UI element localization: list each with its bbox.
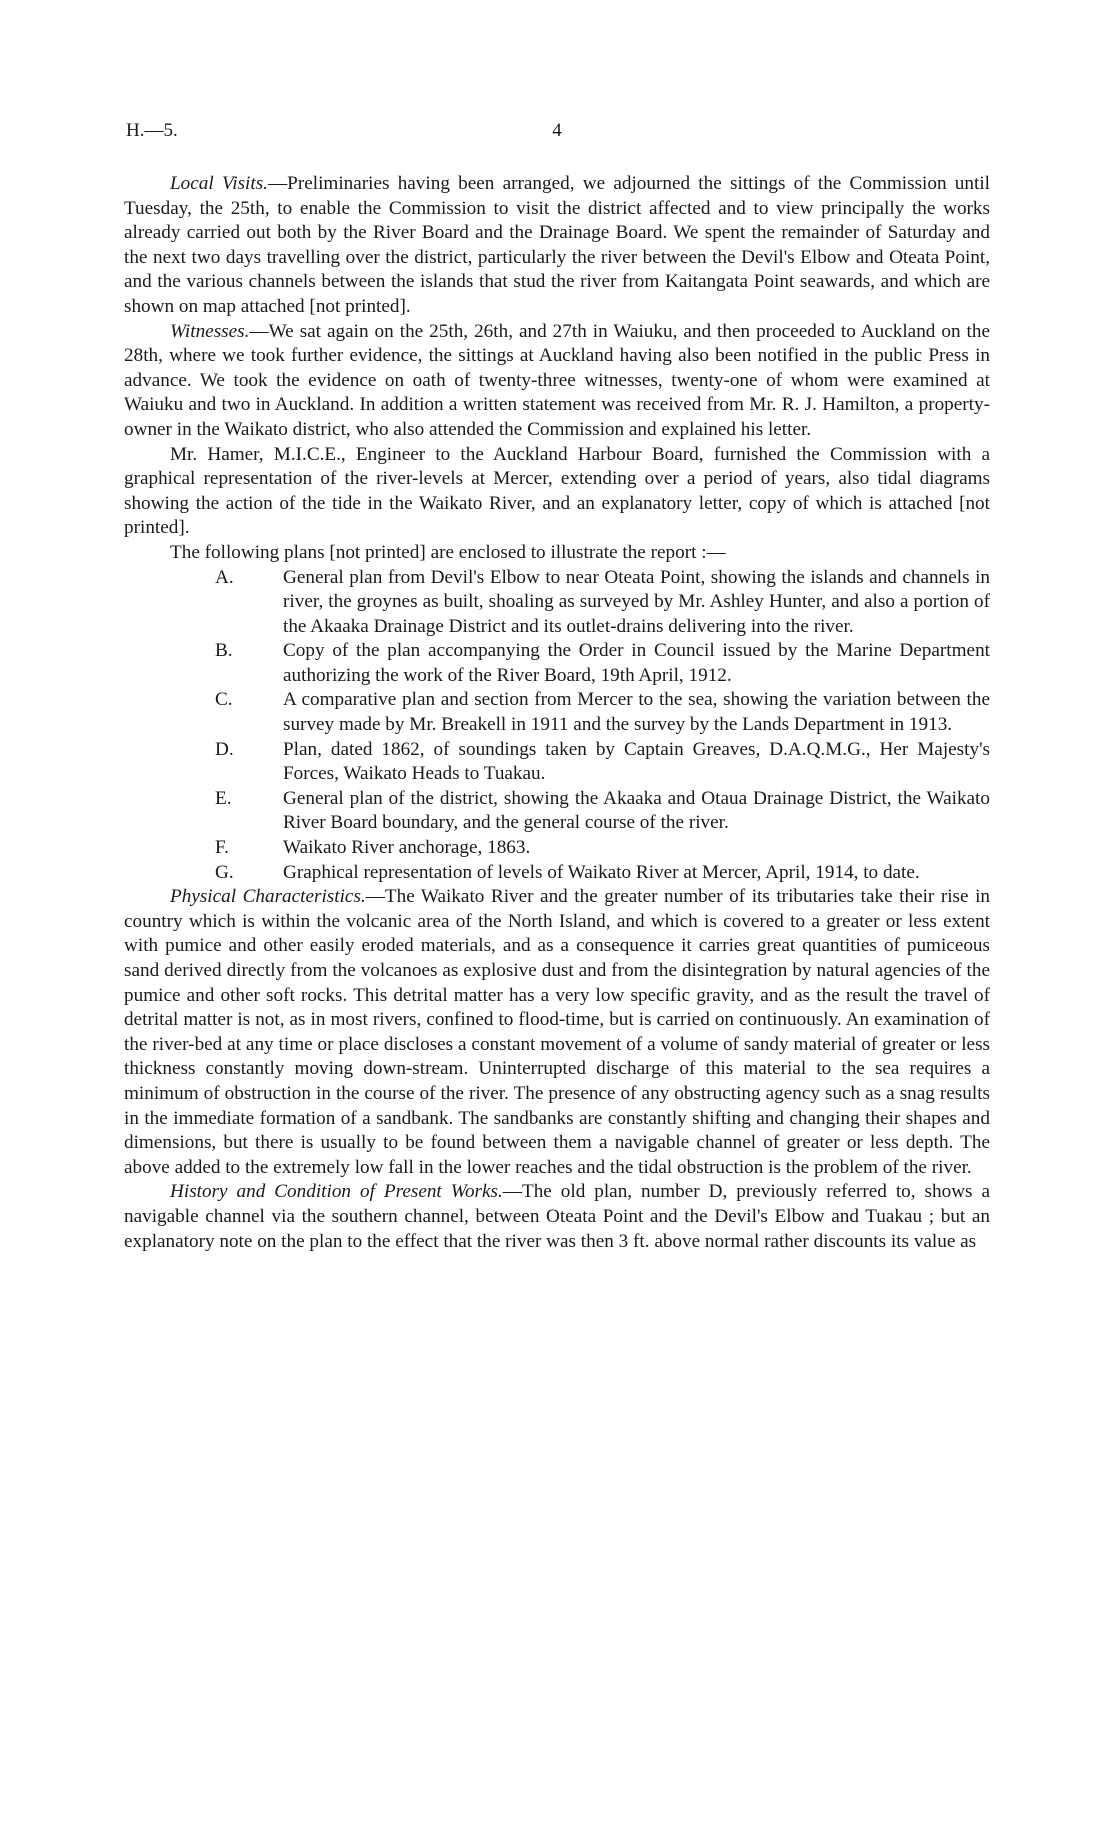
plan-item [124, 836, 990, 861]
paragraph-plans-intro [124, 541, 990, 566]
paragraph-text: Mr. Hamer, M.I.C.E., Engineer to the Auckland Harbour Board, furnished the Commission with a graphical representation of the river-levels at Mercer, extending over a period of years, also tidal diagrams showing the action of the tide in the Waikato River, and an explanatory letter, copy of which is attached [not printed]. [124, 443, 990, 539]
plan-item [124, 861, 990, 886]
plan-text: A comparative plan and section from Mercer to the sea, showing the variation between the survey made by Mr. Breakell in 1911 and the survey by the Lands Department in 1913. [283, 689, 990, 736]
paragraph-text: —The old plan, number D, previously referred to, shows a navigable channel via the southern channel, between Oteata Point and the Devil's Elbow and Tuakau ; but an explanatory note on the plan to the effect that the river was then 3 ft. above normal rather discounts its value as [124, 1181, 990, 1252]
paragraph-witnesses [124, 320, 990, 443]
paragraph-physical-characteristics [124, 885, 990, 1180]
plan-text: Graphical representation of levels of Waikato River at Mercer, April, 1914, to date. [283, 861, 920, 883]
page-header [126, 120, 988, 150]
plan-item [124, 738, 990, 787]
plan-text: General plan of the district, showing the Akaaka and Otaua Drainage District, the Waikato River Board boundary, and the general course of the river. [283, 787, 990, 834]
paragraph-text: The following plans [not printed] are enclosed to illustrate the report :— [170, 541, 726, 563]
paragraph-heading: History and Condition of Present Works. [170, 1181, 503, 1203]
plan-item [124, 688, 990, 737]
paragraph-text: —Preliminaries having been arranged, we adjourned the sittings of the Commission until Tuesday, the 25th, to enable the Commission to visit the district affected and to view principally the works already carried out both by the River Board and the Drainage Board. We spent the remainder of Saturday and the next two days travelling over the district, particularly the river between the Devil's Elbow and Oteata Point, and the various channels between the islands that stud the river from Kaitangata Point seawards, and which are shown on map attached [not printed]. [124, 173, 990, 317]
paragraph-heading: Witnesses. [170, 320, 250, 342]
paragraph-heading: Local Visits. [170, 173, 268, 194]
document-reference: H.—5. [126, 120, 178, 141]
plan-text: General plan from Devil's Elbow to near Oteata Point, showing the islands and channels in river, the groynes as built, shoaling as surveyed by Mr. Ashley Hunter, and also a portion of the Akaaka Drainage District and its outlet-drains delivering into the river. [283, 566, 990, 637]
paragraph-history-condition [124, 1180, 990, 1254]
paragraph-local-visits [124, 172, 990, 320]
page-number: 4 [552, 120, 562, 141]
plan-letter: D. [215, 738, 234, 760]
plan-letter: E. [215, 787, 232, 809]
plans-list [124, 566, 990, 886]
plan-text: Copy of the plan accompanying the Order in Council issued by the Marine Department authorizing the work of the River Board, 19th April, 1912. [283, 640, 990, 686]
plan-item [124, 566, 990, 640]
plan-item [124, 639, 990, 688]
plan-letter: B. [215, 640, 233, 662]
plan-letter: F. [215, 837, 229, 859]
plan-letter: A. [215, 566, 234, 588]
paragraph-text: —We sat again on the 25th, 26th, and 27th in Waiuku, and then proceeded to Auckland on the 28th, where we took further evidence, the sittings at Auckland having also been notified in the public Press in advance. We took the evidence on oath of twenty-three witnesses, twenty-one of whom were examined at Waiuku and two in Auckland. In addition a written statement was received from Mr. R. J. Hamilton, a property-owner in the Waikato district, who also attended the Commission and explained his letter. [124, 320, 990, 440]
plan-letter: C. [215, 689, 233, 711]
paragraph-heading: Physical Characteristics. [170, 886, 366, 908]
plan-letter: G. [215, 861, 234, 883]
plan-item [124, 787, 990, 836]
paragraph-text: —The Waikato River and the greater number of its tributaries take their rise in country which is within the volcanic area of the North Island, and which is covered to a greater or less extent with pumice and other easily eroded materials, and as a consequence it carries great quantities of pumiceous sand derived directly from the volcanoes as explosive dust and from the disintegration by natural agencies of the pumice and other soft rocks. This detrital matter has a very low specific gravity, and as the result the travel of detrital matter is not, as in most rivers, confined to flood-time, but is carried on continuously. An examination of the river-bed at any time or place discloses a constant movement of a volume of sandy material of greater or less thickness constantly moving down-stream. Uninterrupted discharge of this material to the sea requires a minimum of obstruction in the course of the river. The presence of any obstructing agency such as a snag results in the immediate formation of a sandbank. The sandbanks are constantly shifting and changing their shapes and dimensions, but there is usually to be found between them a navigable channel of greater or less depth. The above added to the extremely low fall in the lower reaches and the tidal obstruction is the problem of the river. [124, 886, 990, 1178]
paragraph-mr-hamer [124, 443, 990, 541]
plan-text: Waikato River anchorage, 1863. [283, 837, 531, 859]
document-body [124, 172, 990, 1254]
plan-text: Plan, dated 1862, of soundings taken by Captain Greaves, D.A.Q.M.G., Her Majesty's Forces, Waikato Heads to Tuakau. [283, 738, 990, 785]
